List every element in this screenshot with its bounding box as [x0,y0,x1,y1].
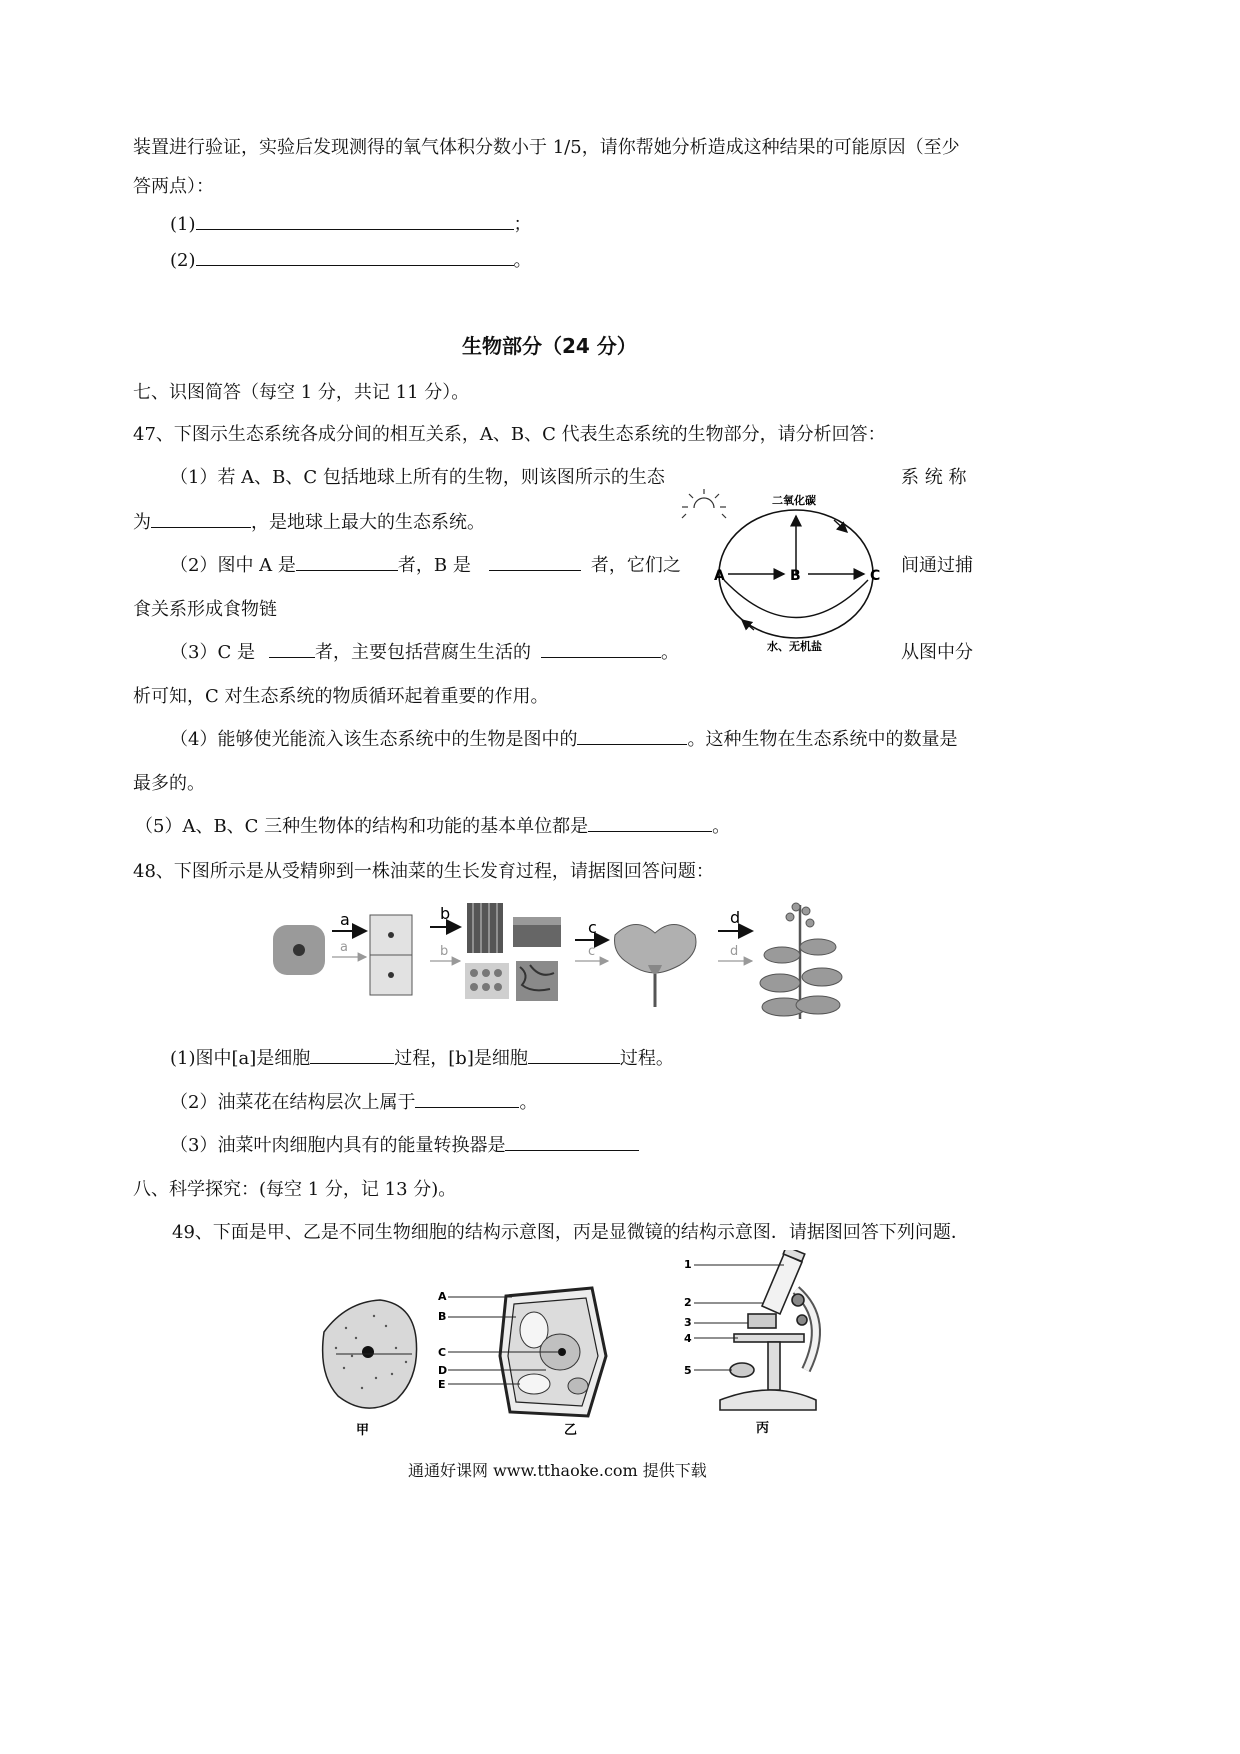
q47-p1-suffix: ，是地球上最大的生态系统。 [251,512,485,533]
svg-text:a: a [340,940,348,955]
svg-text:c: c [588,918,597,937]
answer-end-2: 。 [513,250,532,271]
chem-tail-line2: 答两点）： [133,176,214,197]
q47-p4-line2: 最多的。 [133,773,205,794]
zygote-icon [273,925,325,975]
cell-label-e: E [438,1378,446,1391]
ecosystem-diagram [672,480,894,660]
q47-stem: 47、下图示生态系统各成分间的相互关系，A、B、C 代表生态系统的生物部分，请分析回答： [133,424,886,445]
q47-p5-a: （5）A、B、C 三种生物体的结构和功能的基本单位都是 [135,816,589,837]
arrow-d [718,908,752,961]
q48-stem: 48、下图所示是从受精卵到一株油菜的生长发育过程，请据图回答问题： [133,861,714,882]
co2-label: 二氧化碳 [772,494,816,507]
tissues-icon [465,903,561,1001]
q47-p3-tail: 从图中分 [901,642,973,663]
divided-cells-icon [370,915,412,995]
q47-blank-decomposer[interactable] [541,639,661,658]
q47-p2-a: （2）图中 A 是 [170,555,296,576]
q48-p3-a: （3）油菜叶肉细胞内具有的能量转换器是 [170,1135,506,1156]
arrow-a [332,910,366,957]
node-b-label: B [790,568,801,584]
page-footer: 通通好课网 www.tthaoke.com 提供下载 [408,1461,707,1480]
water-salt-label: 水、无机盐 [767,640,822,653]
sun-icon [682,489,726,518]
svg-text:b: b [440,944,449,959]
q47-p2-c: 者，它们之 [590,555,681,576]
fig-label-bing: 丙 [756,1421,770,1436]
answer-label-2: (2) [170,250,196,271]
q48-p1-b: 过程，[b]是细胞 [394,1048,528,1069]
answer-blank-1[interactable] [196,211,514,230]
cell-label-b: B [438,1310,447,1323]
cycle-arrow-bottom [742,620,754,630]
arrow-c [575,918,608,961]
q48-blank-b[interactable] [528,1045,620,1064]
svg-text:a: a [340,910,350,929]
q47-blank-a[interactable] [296,552,398,571]
q47-p3-b: 者，主要包括营腐生生活的 [314,642,531,663]
cell-label-d: D [438,1364,448,1377]
fig-label-jia: 甲 [356,1423,370,1438]
q48-blank-a[interactable] [310,1045,394,1064]
cell-label-c: C [438,1346,447,1359]
q47-blank-producer[interactable] [577,726,687,745]
q47-p3-line2: 析可知，C 对生态系统的物质循环起着重要的作用。 [133,686,549,707]
arrow-b [430,904,460,961]
q48-p2-a: （2）油菜花在结构层次上属于 [170,1092,416,1113]
q47-blank-cell[interactable] [588,813,712,832]
q48-blank-energy[interactable] [505,1132,639,1151]
q47-p1-text: （1）若 A、B、C 包括地球上所有的生物，则该图所示的生态 [170,467,665,488]
q47-blank-c[interactable] [269,639,315,658]
q47-blank-b[interactable] [489,552,581,571]
chem-answer-line-2 [170,246,532,272]
rapeseed-development-diagram [270,895,845,1023]
q49-stem: 49、下面是甲、乙是不同生物细胞的结构示意图，丙是显微镜的结构示意图．请据图回答下列问题． [172,1222,969,1243]
q47-p1-prefix: 为 [133,512,151,533]
chem-answer-line-1 [170,210,532,236]
svg-text:d: d [730,944,739,959]
section-7-heading: 七、识图简答（每空 1 分，共记 11 分）。 [133,382,470,403]
q47-p5-b: 。 [712,816,731,837]
q48-blank-organ[interactable] [415,1089,519,1108]
micro-label-5: 5 [684,1364,692,1377]
svg-text:b: b [440,904,451,923]
micro-label-3: 3 [684,1316,692,1329]
q47-p2-b: 者，B 是 [397,555,471,576]
q47-p4-b: 。这种生物在生态系统中的数量是 [687,729,958,750]
q47-p3-c: 。 [660,642,679,663]
q47-p2 [170,551,681,577]
answer-label-1: (1) [170,214,196,235]
chem-tail-line1: 装置进行验证，实验后发现测得的氧气体积分数小于 1/5，请你帮她分析造成这种结果的可能原因（至少 [133,137,960,158]
q47-blank-ecosystem[interactable] [151,509,251,528]
microscope-icon [720,1250,816,1410]
svg-text:d: d [730,908,741,927]
rapeseed-plant-icon [760,903,842,1019]
microscope-diagram [680,1250,840,1436]
node-a-label: A [714,568,725,584]
q48-p3 [170,1131,639,1157]
q48-p1 [170,1044,674,1070]
q47-p1-tail: 系 统 称 [901,467,967,488]
inner-arc [724,580,868,618]
q47-p2-tail: 间通过捕 [901,555,973,576]
micro-label-4: 4 [684,1332,692,1345]
flower-icon [615,924,696,1007]
fig-label-yi: 乙 [564,1423,578,1438]
node-c-label: C [870,568,881,584]
answer-blank-2[interactable] [196,247,514,266]
q48-p1-c: 过程。 [619,1048,674,1069]
q48-p1-a: (1)图中[a]是细胞 [170,1048,311,1069]
q47-p4 [170,725,957,751]
q47-p5 [135,812,730,838]
micro-label-2: 2 [684,1296,692,1309]
section-title: 生物部分（24 分） [462,334,637,358]
cell-label-a: A [438,1290,447,1303]
q47-p2-line2: 食关系形成食物链 [133,599,277,620]
svg-text:c: c [588,944,596,959]
section-8-heading: 八、科学探究：(每空 1 分，记 13 分)。 [133,1179,457,1200]
q47-p1-line2 [133,508,485,534]
q47-p4-a: （4）能够使光能流入该生态系统中的生物是图中的 [170,729,578,750]
q47-p3-a: （3）C 是 [170,642,255,663]
answer-end-1: ； [513,214,532,235]
micro-label-1: 1 [684,1258,692,1271]
q47-p3 [170,638,679,664]
q48-p2 [170,1088,537,1114]
cell-diagrams [316,1278,628,1438]
q48-p2-b: 。 [519,1092,538,1113]
